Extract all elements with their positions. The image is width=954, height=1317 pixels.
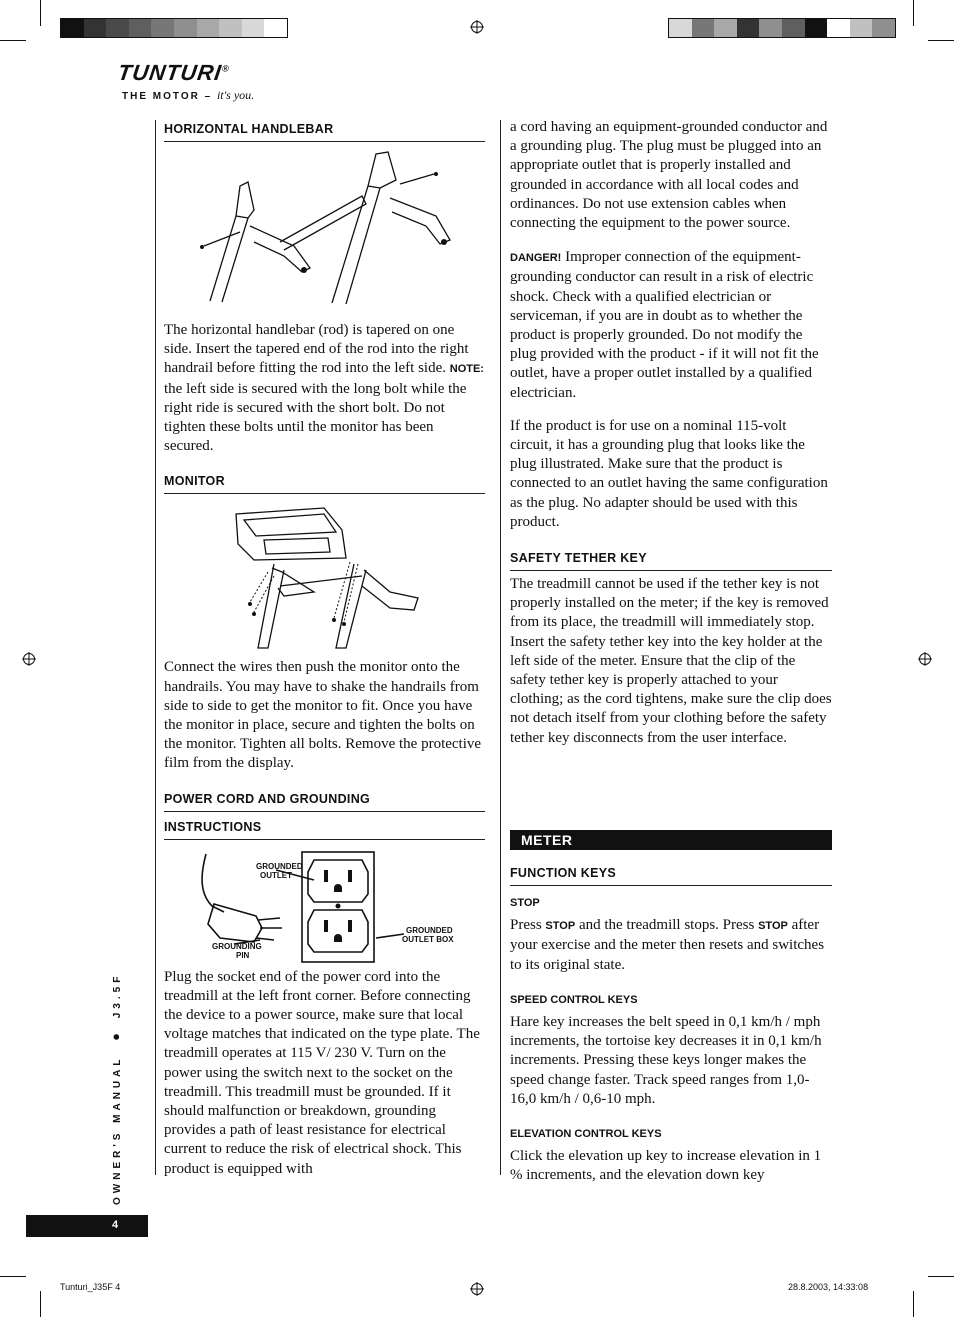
side-model: J3.5F [112,972,123,1019]
meter-title: METER [521,832,573,848]
side-manual-label [108,973,123,1205]
side-bullet: ● [108,1033,123,1041]
label-grounding-pin [212,942,262,960]
elevation-text: Click the elevation up key to increase elevation in 1 % increments, and the elevation down key [510,1148,822,1184]
meter-column [510,864,832,1186]
tagline-caps: THE MOTOR – [122,91,213,102]
crop-mark [913,1291,914,1317]
label-grounding-pin-1: GROUNDING [212,941,262,951]
monitor-illustration [164,500,485,650]
speed-heading: SPEED CONTROL KEYS [510,993,638,1006]
label-grounded-outlet-1: GROUNDED [256,861,303,871]
crop-mark [40,1291,41,1317]
section-heading-tether: SAFETY TETHER KEY [510,551,647,566]
left-column [164,120,485,1179]
crop-mark [40,0,41,26]
registered-mark: ® [221,63,231,74]
speed-text: Hare key increases the belt speed in 0,1 km/h / mph increments, the tortoise key decreases it in 0,1 km/h increments. Pressing these keys longer makes the speed change faster. Track speed ranges from 1,0-16,0 km/h / 0,6-10 mph. [510,1014,822,1107]
heading-rule [510,570,832,571]
side-manual-text: OWNER'S MANUAL [112,1055,123,1205]
registration-mark-icon [470,20,484,34]
handlebar-illustration [164,146,485,311]
section-heading-monitor: MONITOR [164,474,225,489]
label-grounding-pin-2: PIN [236,950,250,960]
swatch-bar-right [668,18,896,38]
crop-mark [928,1276,954,1277]
section-heading-power: POWER CORD AND GROUNDING [164,791,371,806]
swatch-bar-left [60,18,288,38]
crop-mark [0,40,26,41]
section-heading-function-keys: FUNCTION KEYS [510,866,616,880]
stop-text-2: and the treadmill stops. Press [578,917,755,934]
heading-rule [510,885,832,886]
brand-logo [118,60,254,103]
power-cord-continued: a cord having an equipment-grounded conductor and a grounding plug. The plug must be plugged into an appropriate outlet that is properly installed and grounded in accordance with all local codes and ordinances. Do not use extension cables when connecting the equipment to the power source. [510,119,828,232]
stop-heading: STOP [510,897,540,909]
handlebar-text-2: the left side is secured with the long bolt while the right ride is secured with the short bolt. Do not tighten these bolts until the monitor has been secured. [164,380,467,455]
column-divider [500,120,501,1175]
label-grounded-box-1: GROUNDED [406,925,453,935]
brand-name: TUNTURI [116,60,224,85]
crop-mark [928,40,954,41]
registration-mark-icon [918,652,932,666]
label-grounded-outlet-2: OUTLET [260,870,292,880]
danger-paragraph [510,248,832,403]
crop-mark [0,1276,26,1277]
power-cord-text: Plug the socket end of the power cord into the treadmill at the left front corner. Before connecting the device to a power source, make sure that local voltage matches that indicated on the type plate. The treadmill operates at 115 V/ 230 V. Turn on the power using the switch next to the socket on the treadmill. This treadmill must be grounded. If it should malfunction or breakdown, grounding provides a path of least resistance for electrical current to reduce the risk of electrical shock. This product is equipped with [164,968,480,1177]
page-number-box [26,1215,148,1237]
footer-right: 28.8.2003, 14:33:08 [788,1282,869,1292]
stop-key-label: STOP [758,920,788,933]
label-grounded-outlet [256,862,303,880]
tether-text: The treadmill cannot be used if the tether key is not properly installed on the meter; if the key is removed from its place, the treadmill will immediately stop. Insert the safety tether key into the key holder at the left side of the meter. Ensure that the clip of the safety tether key is properly attached to your clothing; as the cord tightens, make sure the clip does not detach itself from your clothing before the safety tether key disconnects from the user interface. [510,576,832,746]
monitor-text: Connect the wires then push the monitor onto the handrails. You may have to shake the handrails from side to side to get the monitor to fit. Once you have the monitor in place, secure and tighten the bolts on the monitor. Tighten all bolts. Remove the protective film from the display. [164,659,482,772]
footer-left: Tunturi_J35F 4 [60,1282,121,1292]
registration-mark-icon [22,652,36,666]
section-heading-instructions: INSTRUCTIONS [164,819,262,834]
meter-section-bar [510,830,832,850]
elevation-heading: ELEVATION CONTROL KEYS [510,1128,662,1141]
stop-text-1: Press [510,917,542,934]
tagline-italic: it's you. [216,88,255,102]
grounding-illustration [164,846,485,966]
stop-text [510,916,832,975]
stop-key-label: STOP [545,920,576,933]
heading-rule [164,839,485,840]
danger-text: Improper connection of the equipment-grounding conductor can result in a risk of electric shock. Check with a qualified electrician or serviceman, if you are in doubt as to whether the product is properly grounded. Do not modify the plug provided with the product - if it will not fit the outlet, have a proper outlet installed by a qualified electrician. [510,249,819,401]
handlebar-text [164,321,485,456]
heading-rule [164,811,485,812]
stop-text-3: after your exercise and the meter then resets and switches to its original state. [510,917,825,973]
handlebar-text-1: The horizontal handlebar (rod) is tapered on one side. Insert the tapered end of the rod into the right handrail before fitting the rod into the left side. [164,322,469,377]
right-column [510,118,832,748]
left-margin-rule [155,120,156,1175]
label-grounded-outlet-box [402,926,454,944]
voltage-paragraph: If the product is for use on a nominal 115-volt circuit, it has a grounding plug that looks like the plug illustrated. Make sure that the product is connected to an outlet having the same configuration as the plug. No adapter should be used with this product. [510,417,828,530]
note-label: NOTE: [449,363,484,376]
page-number: 4 [112,1219,119,1231]
registration-mark-icon [470,1282,484,1296]
crop-mark [913,0,914,26]
heading-rule [164,141,485,142]
heading-rule [164,493,485,494]
section-heading-handlebar: HORIZONTAL HANDLEBAR [164,122,334,136]
label-grounded-box-2: OUTLET BOX [402,934,454,944]
danger-label: DANGER! [510,252,562,265]
